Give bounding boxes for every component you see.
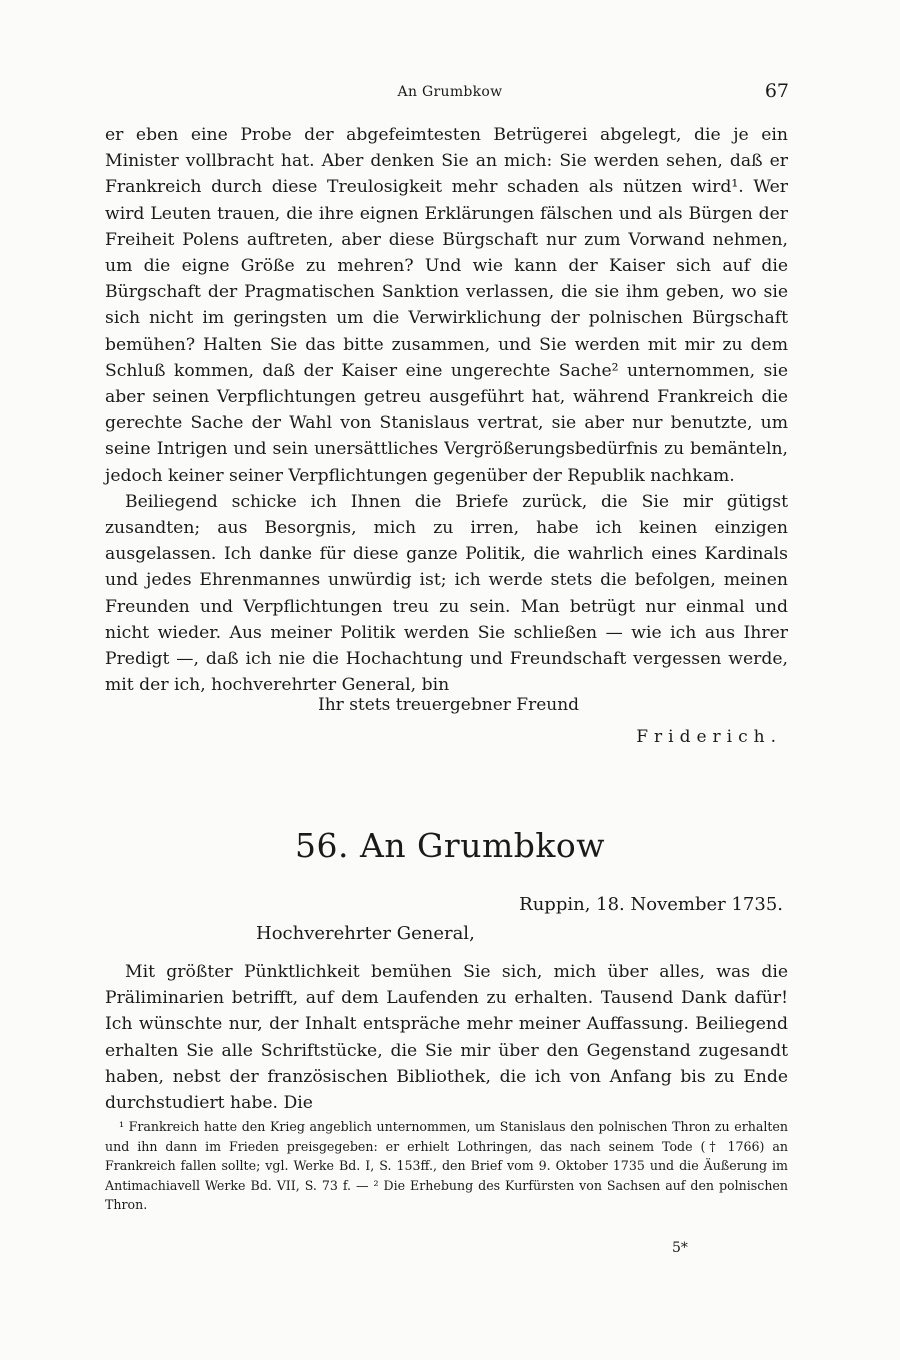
letter-dateline: Ruppin, 18. November 1735. (519, 894, 783, 915)
letter-salutation: Hochverehrter General, (256, 923, 475, 944)
footnotes (105, 1117, 788, 1215)
letter-heading: 56. An Grumbkow (295, 826, 605, 865)
letter-55-body (105, 122, 788, 698)
footnote-text: ¹ Frankreich hatte den Krieg angeblich unternommen, um Stanislaus den polnischen Thron zu erhalten und ihn dann im Frieden preisgegeben: er erhielt Lothringen, das nach seinem Tode († 1766) an Frankreich fallen sollte; vgl. Werke Bd. I, S. 153ff., den Brief vom 9. Oktober 1735 und die Äußerung im Antimachiavell Werke Bd. VII, S. 73 f. — ² Die Erhebung des Kurfürsten von Sachsen auf den polnischen Thron. (105, 1119, 788, 1212)
letter-closing: Ihr stets treuergebner Freund (318, 695, 580, 715)
running-head: An Grumbkow (397, 84, 503, 100)
printer-signature-mark: 5* (672, 1240, 688, 1256)
letter-55-paragraph: er eben eine Probe der abgefeimtesten Betrügerei abgelegt, die je ein Minister vollbracht hat. Aber denken Sie an mich: Sie werden sehen, daß er Frankreich durch diese Treulosigkeit mehr schaden als nützen wird¹. Wer wird Leuten trauen, die ihre eignen Erklärungen fälschen und als Bürgen der Freiheit Polens auftreten, aber diese Bürgschaft nur zum Vorwand nehmen, um die eigne Größe zu mehren? Und wie kann der Kaiser sich auf die Bürgschaft der Pragmatischen Sanktion verlassen, die sie ihm geben, wo sie sich nicht im geringsten um die Verwirklichung der polnischen Bürgschaft bemühen? Halten Sie das bitte zusammen, und Sie werden mit mir zu dem Schluß kommen, daß der Kaiser eine ungerechte Sache² unternommen, sie aber seinen Verpflichtungen getreu ausgeführt hat, während Frankreich die gerechte Sache der Wahl von Stanislaus vertrat, sie aber nur benutzte, um seine Intrigen und sein unersättliches Vergrößerungsbedürfnis zu bemänteln, jedoch keiner seiner Verpflichtungen gegenüber der Republik nachkam. (105, 125, 788, 486)
letter-55-paragraph: Beiliegend schicke ich Ihnen die Briefe zurück, die Sie mir gütigst zusandten; aus Besorgnis, mich zu irren, habe ich keinen einzigen ausgelassen. Ich danke für diese ganze Politik, die wahrlich eines Kardinals und jedes Ehrenmannes unwürdig ist; ich werde stets die befolgen, meinen Freunden und Verpflichtungen treu zu sein. Man betrügt nur einmal und nicht wieder. Aus meiner Politik werden Sie schließen — wie ich aus Ihrer Predigt —, daß ich nie die Hochachtung und Freundschaft vergessen werde, mit der ich, hochverehrter General, bin (105, 491, 788, 696)
letter-56-body (105, 959, 788, 1116)
page-number: 67 (764, 80, 789, 102)
letter-56-paragraph: Mit größter Pünktlichkeit bemühen Sie sich, mich über alles, was die Präliminarien betrifft, auf dem Laufenden zu erhalten. Tausend Dank dafür! Ich wünschte nur, der Inhalt entspräche mehr meiner Auffassung. Beiliegend erhalten Sie alle Schriftstücke, die Sie mir über den Gegenstand zugesandt haben, nebst der französischen Bibliothek, die ich von Anfang bis zu Ende durchstudiert habe. Die (105, 962, 788, 1114)
letter-signature: Friderich. (636, 727, 782, 747)
